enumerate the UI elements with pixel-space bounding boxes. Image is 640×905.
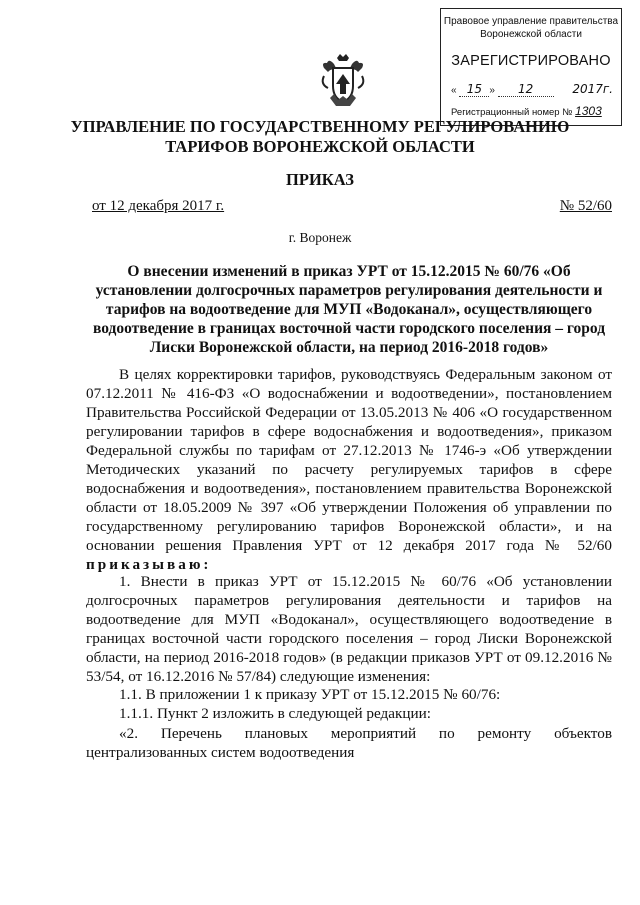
preamble-text: В целях корректировки тарифов, руководствуясь Федеральным законом от 07.12.2011 № 416-ФЗ «О водоснабжении и водоотведении», постановлением Правительства Российской Федерации от 13.05.2013 № 406 «О государственном регулировании тарифов в сфере водоснабжения и водоотведения», приказом Федеральной службы по тарифам от 27.12.2013 № 1746-э «Об утверждении Методических указаний по расчету регулируемых тарифов в сфере водоснабжения и водоотведения», постановлением правительства Воронежской области от 18.05.2009 № 397 «Об утверждении Положения об управлении по государственному регулированию тарифов Воронежской области», и на основании решения Правления УРТ от 12 декабря 2017 года № 52/60 [86,366,612,554]
stamp-registered-label: ЗАРЕГИСТРИРОВАНО [451,53,611,69]
stamp-date-month: 12 [498,82,554,97]
order-date: от 12 декабря 2017 г. [92,198,225,214]
coat-of-arms-emblem [320,54,366,108]
stamp-date: « 15 » 12 2017г. [451,82,613,96]
document-type: ПРИКАЗ [286,170,354,189]
item-1-1-1: 1.1.1. Пункт 2 изложить в следующей редакции: [119,705,432,722]
order-number: № 52/60 [559,198,612,214]
stamp-organization: Правовое управление правительства Воронежской области [443,16,619,40]
registration-stamp [440,8,622,126]
stamp-date-year: 2017г. [572,82,613,96]
preamble-paragraph [86,365,612,574]
agency-title: УПРАВЛЕНИЕ ПО ГОСУДАРСТВЕННОМУ РЕГУЛИРОВАНИЮ ТАРИФОВ ВОРОНЕЖСКОЙ ОБЛАСТИ [70,117,570,156]
quoted-item-2: «2. Перечень плановых мероприятий по ремонту объектов централизованных систем водоотведения [86,725,612,761]
stamp-date-day: 15 [459,82,489,97]
stamp-reg-number-value: 1303 [575,104,602,118]
stamp-registration-number: Регистрационный номер № 1303 [451,104,602,118]
item-1: 1. Внести в приказ УРТ от 15.12.2015 № 60/76 «Об установлении долгосрочных параметров регулирования деятельности и тарифов на водоотведение для МУП «Водоканал», осуществляющего водоотведение в границах восточной части городского поселения – город Лиски Воронежской области, на период 2016-2018 годов» (в редакции приказов УРТ от 09.12.2016 № 53/54, от 16.12.2016 № 57/84) следующие изменения: [86,573,612,685]
order-command: приказываю: [86,556,212,573]
item-1-1: 1.1. В приложении 1 к приказу УРТ от 15.12.2015 № 60/76: [119,686,501,703]
city: г. Воронеж [288,230,352,245]
order-subject: О внесении изменений в приказ УРТ от 15.12.2015 № 60/76 «Об установлении долгосрочных параметров регулирования деятельности и тарифов на водоотведение для МУП «Водоканал», осуществляющего водоотведение в границах восточной части городского поселения – город Лиски Воронежской области, на период 2016-2018 годов» [92,263,606,356]
